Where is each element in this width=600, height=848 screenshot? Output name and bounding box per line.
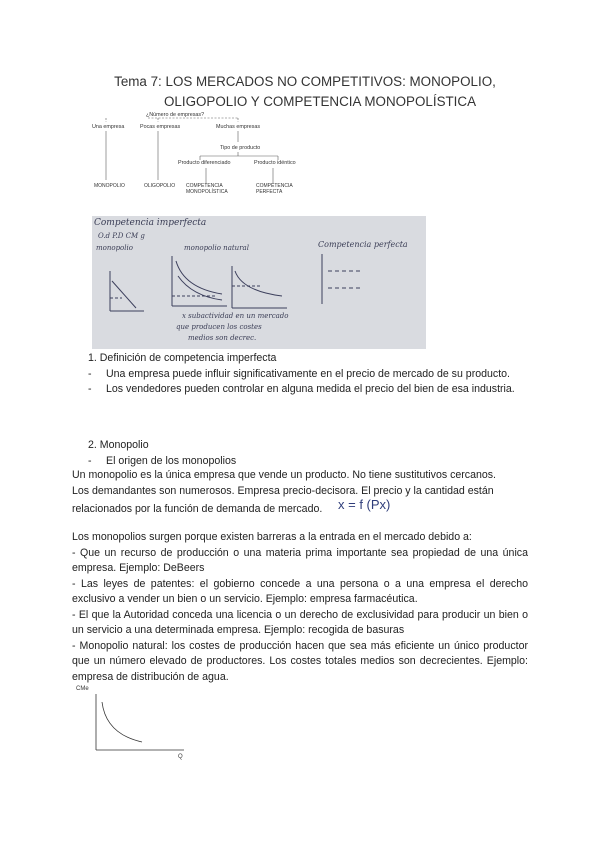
diagram-cm-line-2: MONOPOLÍSTICA: [186, 189, 228, 195]
barrera-patentes: - Las leyes de patentes: el gobierno concede a una persona o a una empresa el derecho exclusivo a vender un bien o un servicio. Ejemplo: empresa farmacéutica.: [72, 577, 528, 605]
section-1-bullet-2: [88, 382, 528, 398]
photo-note-3: medios son decrec.: [188, 334, 257, 342]
photo-subheading: O.d P.D CM g: [98, 232, 145, 240]
definition-line-3: relacionados por la función de demanda de mercado.: [72, 503, 323, 515]
definition-line-3-row: [72, 499, 532, 517]
photo-label-monopolio-natural: monopolio natural: [184, 244, 249, 252]
cme-curve: [102, 702, 142, 742]
section-2-title: 2. Monopolio: [88, 439, 149, 451]
bullet-dash: -: [88, 383, 92, 395]
barrera-monopolio-natural: - Monopolio natural: los costes de producción hacen que sea más eficiente un único productor que un número elevado de productores. Los costes totales medios son decrecientes. Ejemplo: empresa de distribución de agua.: [72, 639, 528, 683]
diagram-monopolio-box: MONOPOLIO: [94, 183, 125, 189]
bullet-dash: -: [88, 367, 92, 380]
barrera-licencia: - El que la Autoridad conceda una licencia o un derecho de exclusividad para producir un bien o un servicio a una determinada empresa. Ejemplo: recogida de basuras: [72, 608, 528, 636]
section-1-title: 1. Definición de competencia imperfecta: [88, 352, 277, 364]
diagram-pocas-empresas: Pocas empresas: [140, 124, 181, 130]
photo-note-2: que producen los costes: [176, 323, 262, 331]
diagram-producto-identico: Producto idéntico: [254, 160, 296, 166]
section-2-bullet-1-text: El origen de los monopolios: [106, 454, 237, 467]
diagram-tipo-producto: Tipo de producto: [220, 145, 261, 151]
diagram-competencia-perfecta-box: [256, 183, 293, 195]
market-structure-diagram: [88, 112, 418, 212]
section-1-bullet-1-text: Una empresa puede influir significativamente en el precio de mercado de su producto.: [106, 367, 510, 380]
section-2: [88, 438, 528, 469]
bullet-dash: -: [88, 454, 92, 467]
photo-label-monopolio: monopolio: [96, 244, 133, 252]
average-cost-graph: [72, 686, 192, 766]
diagram-root-label: ¿Número de empresas?: [146, 112, 205, 118]
barreras-intro: Los monopolios surgen porque existen barreras a la entrada en el mercado debido a:: [72, 531, 472, 543]
page-title-line-2: OLIGOPOLIO Y COMPETENCIA MONOPOLÍSTICA: [163, 94, 477, 109]
photo-note-1: x subactividad en un mercado: [182, 312, 289, 320]
barreras-entrada: [72, 530, 528, 685]
demand-function-formula: x = f (Px): [338, 497, 391, 512]
photo-label-competencia-perfecta: Competencia perfecta: [318, 240, 408, 249]
definition-line-2: Los demandantes son numerosos. Empresa precio-decisora. El precio y la cantidad están: [72, 484, 494, 497]
diagram-competencia-monopolistica-box: [186, 183, 228, 195]
definition-line-1: Un monopolio es la única empresa que vende un producto. No tiene sustitutivos cercanos.: [72, 469, 496, 481]
barrera-recurso: - Que un recurso de producción o una materia prima importante sea propiedad de una única empresa. Ejemplo: DeBeers: [72, 546, 528, 574]
graph-ylabel: CMe: [76, 686, 89, 692]
section-1: [88, 351, 528, 398]
section-1-bullet-2-text: Los vendedores pueden controlar en alguna medida el precio del bien de esa industria.: [106, 383, 515, 395]
page-title-line-1: Tema 7: LOS MERCADOS NO COMPETITIVOS: MONOPOLIO,: [114, 74, 496, 89]
diagram-una-empresa: Una empresa: [92, 124, 125, 130]
diagram-cm-line-1: COMPETENCIA: [186, 183, 223, 189]
section-2-bullet-1: [88, 454, 528, 470]
photo-heading: Competencia imperfecta: [94, 218, 207, 228]
section-1-bullet-1: [88, 367, 528, 383]
cost-graph-svg: [72, 686, 192, 766]
graph-xlabel: Q: [178, 754, 183, 760]
diagram-muchas-empresas: Muchas empresas: [216, 124, 261, 130]
handwritten-notes-photo: [92, 216, 426, 349]
diagram-cp-line-2: PERFECTA: [256, 189, 283, 195]
monopolio-definition: [72, 468, 532, 517]
diagram-oligopolio-box: OLIGOPOLIO: [144, 183, 176, 189]
diagram-cp-line-1: COMPETENCIA: [256, 183, 293, 189]
diagram-producto-diferenciado: Producto diferenciado: [178, 160, 231, 166]
